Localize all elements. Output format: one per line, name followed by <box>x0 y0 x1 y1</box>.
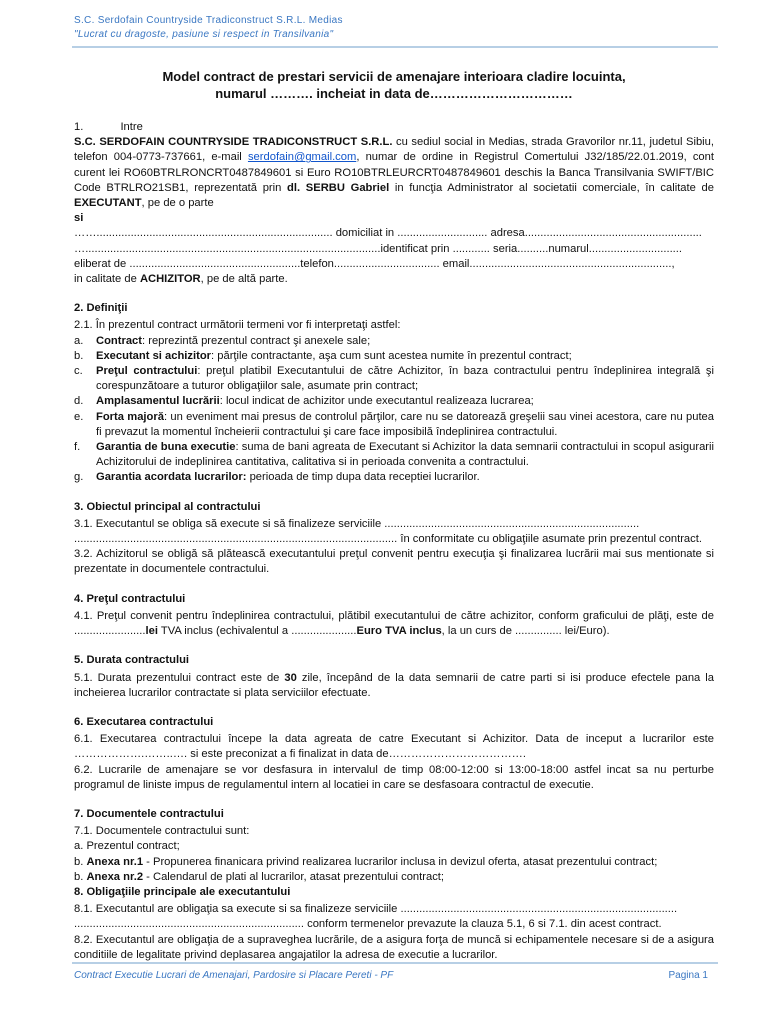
definition-item <box>74 394 714 409</box>
lei-label: lei <box>145 625 158 638</box>
annex-2-text: - Calendarul de plati al lucrarilor, atasat prezentului contract; <box>143 870 445 883</box>
and-label: si <box>74 212 84 225</box>
section-5-heading: 5. Durata contractului <box>74 654 190 667</box>
item-text: : locul indicat de achizitor unde executantul realizeaza lucrarea; <box>219 395 534 408</box>
section-5-p1 <box>74 671 714 701</box>
title-line-2: numarul ………. incheiat in data de…………………………… <box>215 86 573 101</box>
euro-label: Euro TVA inclus <box>356 625 442 638</box>
item-body <box>96 470 714 485</box>
achizitor-label: ACHIZITOR <box>139 273 201 286</box>
item-body <box>96 349 714 364</box>
company-text-1: cu sediul social in Medias, strada Gravorilor nr.11, judetul Sibiu, telefon 004-0773-737661, e-mail <box>74 136 714 164</box>
buyer-line-3: eliberat de .......................................................telefon.................................. email................................................................., <box>74 257 675 270</box>
section-4-p1-text: 4.1. Preţul convenit pentru îndeplinirea contractului, plătibil executantului de către achizitor, conform graficului de plăţi, este de ....................... <box>74 609 714 638</box>
item-key: e. <box>74 410 84 423</box>
item-text: : reprezintă prezentul contract şi anexele sale; <box>142 334 371 347</box>
definition-item <box>74 364 714 394</box>
parties-heading <box>74 120 714 135</box>
item-term: Forta majoră <box>96 410 164 423</box>
document-item-annex-1 <box>74 855 714 870</box>
section-4-heading: 4. Preţul contractului <box>74 592 186 605</box>
section-6-p2: 6.2. Lucrarile de amenajare se vor desfasura in intervalul de timp 08:00-12:00 si 13:00-18:00 astfel incat sa nu perturbe programul de liniste impus de regulamentul intern al locatiei in care se desfasoara contractul de executie. <box>74 763 714 791</box>
item-body <box>96 334 714 349</box>
section-5-p1a: 5.1. Durata prezentului contract este de <box>74 671 285 684</box>
definition-item <box>74 470 714 485</box>
executant-label: EXECUTANT <box>74 197 142 210</box>
definition-item <box>74 410 714 440</box>
section-8-heading: 8. Obligaţiile principale ale executantului <box>74 885 291 898</box>
section-4-p1b: TVA inclus (echivalentul a ..................... <box>157 625 357 638</box>
header-divider <box>72 46 718 48</box>
company-text-4: , pe de o parte <box>141 197 214 210</box>
buyer-line-1: ……............................................................................ domiciliat in ............................. adresa......................................................... <box>74 227 702 240</box>
section-8-p1a: 8.1. Executantul are obligaţia sa execute si sa finalizeze serviciile ......................................................................................... <box>74 903 678 916</box>
footer-divider <box>72 962 718 964</box>
section-3-p1a: 3.1. Executantul se obliga să execute si să finalizeze serviciile .................................................................................. <box>74 517 640 530</box>
section-4-p1c: , la un curs de ............... lei/Euro). <box>441 625 610 638</box>
annex-2-prefix: b. <box>74 870 87 883</box>
item-term: Preţul contractului <box>96 365 198 378</box>
duration-days: 30 <box>284 671 297 684</box>
annex-1-prefix: b. <box>74 855 87 868</box>
item-term: Executant si achizitor <box>96 349 212 362</box>
annex-1-text: - Propunerea finanicara privind realizarea lucrarilor inclusa in devizul oferta, atasat prezentului contract; <box>143 855 658 868</box>
section-6-heading: 6. Executarea contractului <box>74 715 214 728</box>
item-body <box>96 364 714 394</box>
section-2-intro: 2.1. În prezentul contract următorii termeni vor fi interpretaţi astfel: <box>74 319 401 332</box>
item-text: : preţul platibil Executantului de către Achizitor, în baza contractului pentru îndeplinirea integrală şi corespunzătoare a tuturor obligaţiilor sale, asumate prin contract; <box>96 365 714 393</box>
item-key: f. <box>74 441 81 454</box>
item-body <box>96 410 714 440</box>
item-key: d. <box>74 395 84 408</box>
title-line-1: Model contract de prestari servicii de amenajare interioara cladire locuinta, <box>162 69 626 84</box>
definition-item <box>74 349 714 364</box>
section-7-heading: 7. Documentele contractului <box>74 807 224 820</box>
document-body <box>74 60 714 963</box>
annex-1-label: Anexa nr.1 <box>86 855 144 868</box>
section-8-p2: 8.2. Executantul are obligaţia de a supraveghea lucrările, de a asigura forţa de muncă si echipamentele necesare si de a asigura conditiile de legalitate privind deplasarea angajatilor la adresa de executie a lucrarilor. <box>74 933 714 961</box>
document-item-annex-2 <box>74 870 714 885</box>
buyer-role-text: in calitate de <box>74 273 140 286</box>
section-3-heading: 3. Obiectul principal al contractului <box>74 500 261 513</box>
section-3-p2: 3.2. Achizitorul se obligă să plătească executantului preţul convenit pentru execuţia şi finalizarea lucrării mai sus mentionate si prezentate in documentele contractului. <box>74 548 714 576</box>
item-term: Amplasamentul lucrării <box>96 395 220 408</box>
header-motto: "Lucrat cu dragoste, pasiune si respect in Transilvania" <box>74 29 334 40</box>
item-key: a. <box>74 334 84 347</box>
section-6-p1: 6.1. Executarea contractului începe la data agreata de catre Executant si Achizitor. Data de inceput a lucrarilor este ……………….……..…. si este preconizat a fi finalizat in data de………………………………. <box>74 733 714 761</box>
item-term: Garantia acordata lucrarilor: <box>96 471 247 484</box>
header-company: S.C. Serdofain Countryside Tradiconstruct S.R.L. Medias <box>74 15 343 26</box>
section-2-heading: 2. Definiţii <box>74 302 128 315</box>
company-text-3: in funcţia Administrator al societatii comerciale, în calitate de <box>389 181 714 194</box>
item-key: b. <box>74 349 84 362</box>
buyer-line-2: …...............................................................................................identificat prin ............ seria..........numarul.............................. <box>74 242 683 255</box>
section-7-intro: 7.1. Documentele contractului sunt: <box>74 825 250 838</box>
definition-item <box>74 440 714 470</box>
buyer-role <box>74 272 714 287</box>
company-text-2: , numar de ordine in Registrul Comertului J32/185/22.01.2019, cont curent lei RO60BTRLRONCRT0487849601 si Euro RO10BTRLEURCRT0487849601 deschis la Banca Transilvania SWIFT/BIC Code BTRLRO21SB1, reprezentată prin <box>74 151 714 194</box>
section-5-p1b: zile, începând de la data semnarii de catre parti si isi produce efectele pana la incheierea lucrarilor contractate si plata serviciilor efectuate. <box>74 671 714 699</box>
parties-number: 1. <box>74 121 84 133</box>
parties-between: Intre <box>120 121 143 133</box>
representative-name: dl. SERBU Gabriel <box>287 181 390 194</box>
email-link[interactable]: serdofain@gmail.com <box>247 151 357 164</box>
footer-title: Contract Executie Lucrari de Amenajari, Pardosire si Placare Pereti - PF <box>74 970 394 981</box>
definition-item <box>74 334 714 349</box>
section-8-p1b: .......................................................................... conform termenelor prevazute la clauza 5.1, 6 si 7.1. din acest contract. <box>74 918 662 931</box>
buyer-role-end: , pe de altă parte. <box>200 273 288 286</box>
item-term: Contract <box>96 334 142 347</box>
item-term: Garantia de buna executie <box>96 441 236 454</box>
item-text: : părţile contractante, aşa cum sunt acestea numite în prezentul contract; <box>211 349 572 362</box>
definitions-list <box>74 334 714 486</box>
document-title <box>74 68 714 102</box>
section-3-p1b: ........................................................................................................ în conformitate cu obligaţiile asumate prin prezentul contract. <box>74 533 702 546</box>
executant-paragraph <box>74 135 714 211</box>
item-key: c. <box>74 365 83 378</box>
document-item-a: a. Prezentul contract; <box>74 840 180 853</box>
page-number: Pagina 1 <box>668 970 708 981</box>
item-body <box>96 394 714 409</box>
section-4-p1 <box>74 609 714 639</box>
item-text: : un eveniment mai presus de controlul părţilor, care nu se datorează greşelii sau vinei acestora, care nu putea fi prevazut la momentul încheierii contractului şi care face imposibilă îndeplinirea contractului. <box>96 410 715 438</box>
item-key: g. <box>74 471 84 484</box>
page-footer <box>74 970 708 981</box>
annex-2-label: Anexa nr.2 <box>86 870 144 883</box>
company-name: S.C. SERDOFAIN COUNTRYSIDE TRADICONSTRUCT S.R.L. <box>74 136 393 149</box>
item-body <box>96 440 714 470</box>
item-text: perioada de timp dupa data receptiei lucrarilor. <box>246 471 480 484</box>
item-text: : suma de bani agreata de Executant si Achizitor la data semnarii contractului in scopul asigurarii Achizitorului de indeplinirea cantitativa, calitativa si in perioada convenita a contractului. <box>96 441 714 469</box>
page-header <box>74 14 343 42</box>
